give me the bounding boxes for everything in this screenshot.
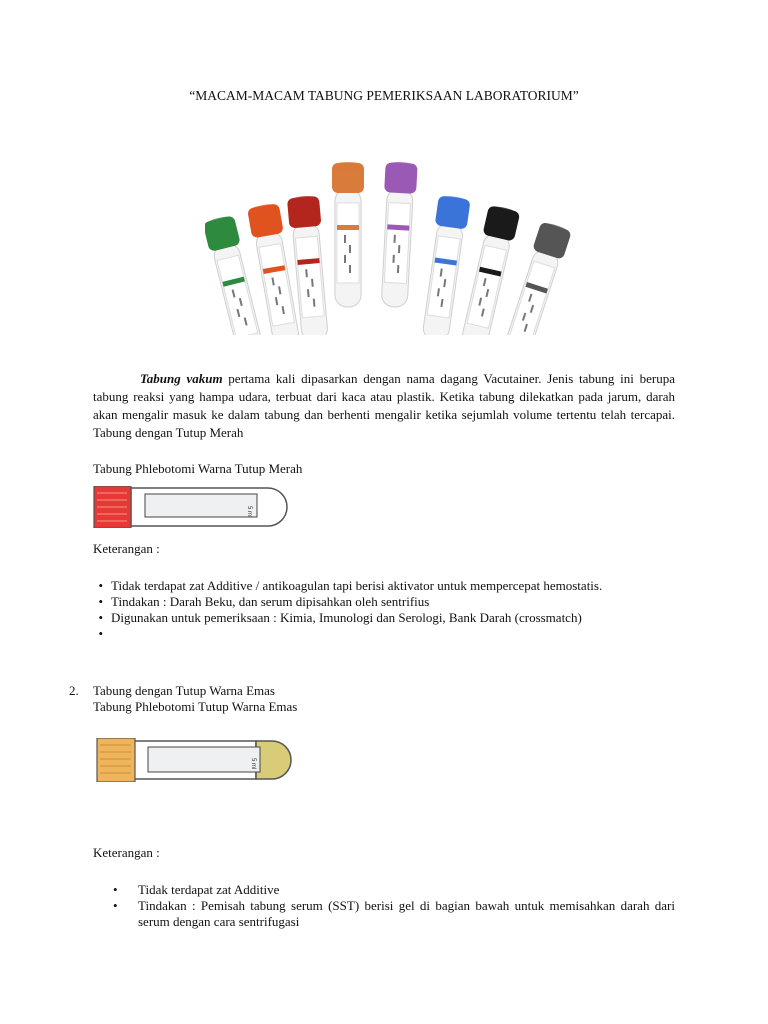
gold-bullet-item: • Tidak terdapat zat Additive bbox=[113, 882, 280, 897]
red-tube-heading: Tabung Phlebotomi Warna Tutup Merah bbox=[93, 461, 303, 476]
gold-tube-mark: 5 ml bbox=[250, 758, 256, 770]
red-keterangan: Keterangan : bbox=[93, 541, 160, 556]
photo-tube bbox=[332, 162, 364, 307]
intro-lead: Tabung vakum bbox=[140, 371, 223, 386]
gold-tube-heading: Tabung dengan Tutup Warna Emas bbox=[93, 683, 275, 698]
photo-tube bbox=[419, 194, 471, 335]
red-tube-mark: 5 ml bbox=[246, 506, 252, 518]
red-bullet-item: • Tidak terdapat zat Additive / antikoagulan tapi berisi aktivator untuk mempercepat hemostatis. bbox=[98, 578, 603, 593]
gold-bullet-item: • Tindakan : Pemisah tabung serum (SST) berisi gel di bagian bawah untuk memisahkan darah dari serum dengan cara sentrifugasi bbox=[113, 898, 675, 929]
red-tube-illustration bbox=[93, 486, 289, 528]
red-bullet-item: • bbox=[98, 626, 103, 641]
gold-keterangan: Keterangan : bbox=[93, 845, 160, 860]
red-bullet-list bbox=[93, 578, 675, 642]
red-bullet-item: • Tindakan : Darah Beku, dan serum dipisahkan oleh sentrifius bbox=[98, 594, 430, 609]
intro-text: pertama kali dipasarkan dengan nama dagang Vacutainer. Jenis tabung ini berupa tabung reaksi yang hampa udara, terbuat dari kaca atau plastik. Ketika tabung dilekatkan pada jarum, darah akan mengalir masuk ke dalam tabung dan berhenti mengalir ketika sejumlah volume tertentu telah tercapai. Tabung dengan Tutup Merah bbox=[93, 371, 675, 440]
photo-tube bbox=[378, 161, 418, 307]
gold-gel bbox=[256, 741, 291, 779]
gold-bullet-list bbox=[93, 882, 675, 930]
document-title: “MACAM-MACAM TABUNG PEMERIKSAAN LABORATORIUM” bbox=[189, 88, 579, 103]
gold-section-number: 2. bbox=[69, 683, 79, 698]
red-bullet-item: • Digunakan untuk pemeriksaan : Kimia, Imunologi dan Serologi, Bank Darah (crossmatch) bbox=[98, 610, 582, 625]
gold-cap bbox=[97, 738, 135, 782]
tubes-photo bbox=[205, 155, 575, 335]
intro-paragraph bbox=[93, 370, 675, 442]
gold-tube-subheading: Tabung Phlebotomi Tutup Warna Emas bbox=[93, 699, 298, 714]
gold-tube-illustration bbox=[96, 738, 296, 782]
